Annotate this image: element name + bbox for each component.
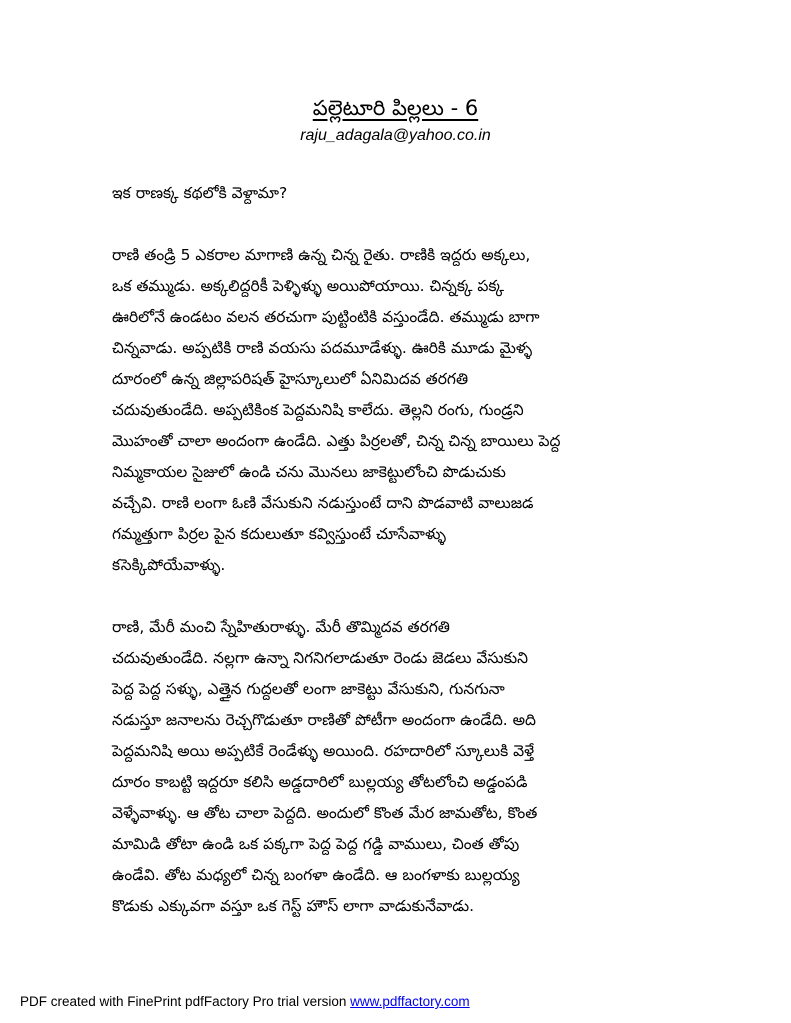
document-title-text: పల్లెటూరి పిల్లలు - 6 bbox=[312, 96, 479, 120]
paragraph-2 bbox=[112, 612, 692, 922]
document-title bbox=[0, 94, 791, 122]
paragraph-line: వచ్చేవి. రాణి లంగా ఓణి వేసుకుని నడుస్తుంటే దాని పొడవాటి వాలుజడ bbox=[112, 494, 534, 512]
paragraph-gap bbox=[112, 581, 692, 612]
paragraph-line: గమ్మత్తుగా పిర్రల పైన కదులుతూ కవ్విస్తుంటే చూసేవాళ్ళు bbox=[112, 525, 447, 543]
pdf-footer bbox=[20, 993, 470, 1011]
paragraph-line: చిన్నవాడు. అప్పటికి రాణి వయసు పదమూడేళ్ళు. ఊరికి మూడు మైళ్ళ bbox=[112, 339, 533, 357]
paragraph-line: ఒక తమ్ముడు. అక్కలిద్దరికీ పెళ్ళిళ్ళు అయిపోయాయి. చిన్నక్క పక్క bbox=[112, 277, 504, 295]
paragraph-line: ఉండేవి. తోట మధ్యలో చిన్న బంగళా ఉండేది. ఆ బంగళాకు బుల్లయ్య bbox=[112, 866, 520, 884]
paragraph-line: దూరంలో ఉన్న జిల్లాపరిషత్ హైస్కూలులో ఏనిమిదవ తరగతి bbox=[112, 370, 469, 388]
paragraph-line: మామిడి తోటా ఉండి ఒక పక్కగా పెద్ద పెద్ద గడ్డి వాములు, చింత తోపు bbox=[112, 835, 520, 853]
paragraph-line: చదువుతుండేది. నల్లగా ఉన్నా నిగనిగలాడుతూ రెండు జెడలు వేసుకుని bbox=[112, 649, 528, 667]
story-body bbox=[112, 178, 692, 922]
paragraph-line: కొడుకు ఎక్కువగా వస్తూ ఒక గెస్ట్ హౌస్ లాగా వాడుకునేవాడు. bbox=[112, 897, 475, 915]
paragraph-line: దూరం కాబట్టి ఇద్దరూ కలిసి అడ్డదారిలో బుల్లయ్య తోటలోంచి అడ్డంపడి bbox=[112, 773, 528, 791]
paragraph-line: కసెక్కిపోయేవాళ్ళు. bbox=[112, 556, 226, 574]
paragraph-line: పెద్ద పెద్ద సళ్ళు, ఎత్తైన గుద్దలతో లంగా జాకెట్టు వేసుకుని, గునగునా bbox=[112, 680, 505, 698]
paragraph-line: చదువుతుండేది. అప్పటికింక పెద్దమనిషి కాలేదు. తెల్లని రంగు, గుండ్రని bbox=[112, 401, 524, 419]
paragraph-line: వెళ్ళేవాళ్ళు. ఆ తోట చాలా పెద్దది. అందులో కొంత మేర జామతోట, కొంత bbox=[112, 804, 538, 822]
footer-link[interactable]: www.pdffactory.com bbox=[350, 994, 470, 1009]
footer-text: PDF created with FinePrint pdfFactory Pro trial version bbox=[20, 994, 351, 1009]
paragraph-line: మొహంతో చాలా అందంగా ఉండేది. ఎత్తు పిర్రలతో, చిన్న చిన్న బాయిలు పెద్ద bbox=[112, 432, 561, 450]
paragraph-1 bbox=[112, 240, 692, 581]
paragraph-line: పెద్దమనిషి అయి అప్పటికే రెండేళ్ళు అయింది. రహదారిలో స్కూలుకి వెళ్తే bbox=[112, 742, 535, 760]
paragraph-line: రాణి తండ్రి 5 ఎకరాల మాగాణి ఉన్న చిన్న రైతు. రాణికి ఇద్దరు అక్కలు, bbox=[112, 246, 531, 264]
paragraph-line: నడుస్తూ జనాలను రెచ్చగొడుతూ రాణితో పోటీగా అందంగా ఉండేది. అది bbox=[112, 711, 536, 729]
paragraph-line: ఊరిలోనే ఉండటం వలన తరచుగా పుట్టింటికి వస్తుండేది. తమ్ముడు బాగా bbox=[112, 308, 540, 326]
paragraph-line: రాణి, మేరీ మంచి స్నేహితురాళ్ళు. మేరీ తొమ్మిదవ తరగతి bbox=[112, 618, 450, 636]
paragraph-gap bbox=[112, 209, 692, 240]
author-email: raju_adagala@yahoo.co.in bbox=[300, 127, 491, 144]
intro-line: ఇక రాణక్క కథలోకి వెళ్దామా? bbox=[112, 184, 288, 202]
paragraph-line: నిమ్మకాయల సైజులో ఉండి చను మొనలు జాకెట్టులోంచి పొడుచుకు bbox=[112, 463, 506, 481]
